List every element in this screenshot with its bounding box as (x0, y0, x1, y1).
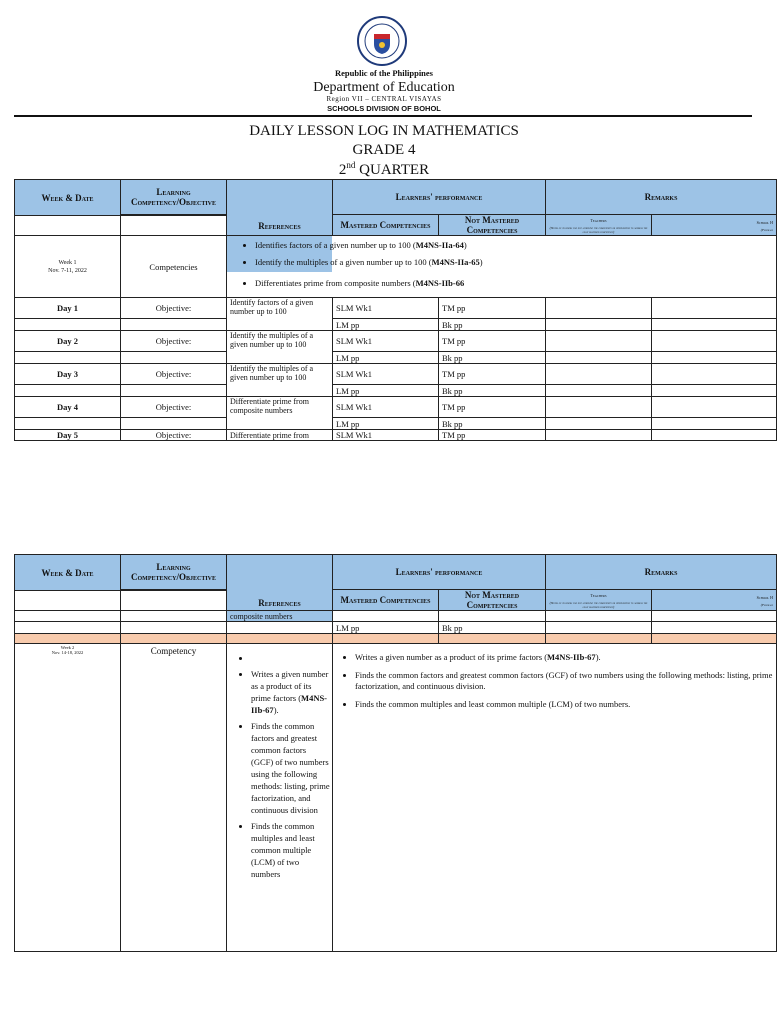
remark-head (652, 364, 777, 385)
day-label: Day 5 (15, 430, 121, 441)
remark-head (652, 352, 777, 364)
blank-cell (15, 611, 121, 622)
blank-cell (652, 622, 777, 634)
remark-head (652, 385, 777, 397)
competency-item: • Writes a given number as a product of its prime factors (M4NS-IIb-67). (251, 668, 330, 716)
performance-tm: TM pp (439, 298, 546, 319)
header-divider (14, 115, 752, 117)
reference-slm: SLM Wk1 (333, 331, 439, 352)
performance-bk: Bk pp (439, 622, 546, 634)
remark-teacher (546, 352, 652, 364)
blank-cell (546, 622, 652, 634)
header-learning-competency: Learning Competency/Objective (121, 555, 227, 590)
day-label: Day 3 (15, 364, 121, 385)
blank-cell (15, 418, 121, 430)
reference-lm: LM pp (333, 319, 439, 331)
week2-competency-label: Competency (121, 644, 227, 952)
header-remarks: Remarks (546, 180, 777, 215)
objective-text: Identify the multiples of a given number up to 100 (227, 331, 333, 364)
competency-item: • Finds the common multiples and least common multiple (LCM) of two numbers (251, 820, 330, 880)
competency-item: • Writes a given number as a product of its prime factors (M4NS-IIb-67). (355, 652, 776, 663)
division-text: SCHOOLS DIVISION OF BOHOL (327, 104, 441, 113)
blank-cell (121, 622, 227, 634)
performance-bk: Bk pp (439, 385, 546, 397)
week-separator-row (15, 634, 777, 644)
objective-text: Differentiate prime from composite numbers (227, 397, 333, 430)
objective-label: Objective: (121, 331, 227, 352)
republic-text: Republic of the Philippines (334, 68, 433, 78)
blank-cell (15, 319, 121, 331)
reference-lm: LM pp (333, 352, 439, 364)
week2-competency-narrow-list (227, 644, 333, 952)
day-label: Day 4 (15, 397, 121, 418)
remark-teacher (546, 430, 652, 441)
blank-cell (121, 216, 227, 236)
header-week-date: Week & Date (15, 180, 121, 216)
remark-teacher (546, 385, 652, 397)
objective-label: Objective: (121, 364, 227, 385)
performance-tm: TM pp (439, 364, 546, 385)
department-title: Department of Education (313, 80, 455, 95)
header-school-head: School H (Feedback (652, 590, 777, 611)
header-learners-performance: Learners' performance (333, 555, 546, 590)
header-teachers: Teachers (Notes of teachers for not achieving the competency or intervention to address the least mastered competency) (546, 590, 652, 611)
remark-head (652, 430, 777, 441)
quarter-title: 2nd QUARTER (338, 160, 430, 178)
performance-tm: TM pp (439, 397, 546, 418)
remark-teacher (546, 319, 652, 331)
reference-lm: LM pp (333, 622, 439, 634)
competency-item: • Finds the common multiples and least common multiple (LCM) of two numbers. (355, 699, 776, 710)
day-label: Day 1 (15, 298, 121, 319)
header-mastered: Mastered Competencies (333, 590, 439, 611)
objective-text: Differentiate prime from (227, 430, 333, 441)
blank-cell (439, 611, 546, 622)
remark-teacher (546, 397, 652, 418)
remark-teacher (546, 364, 652, 385)
remark-head (652, 418, 777, 430)
objective-label: Objective: (121, 430, 227, 441)
header-remarks: Remarks (546, 555, 777, 590)
day-label: Day 2 (15, 331, 121, 352)
remark-teacher (546, 298, 652, 319)
blank-cell (546, 611, 652, 622)
header-school-head: School H (Feedback (652, 215, 777, 236)
objective-continued: composite numbers (227, 611, 333, 622)
lesson-log-table-week1 (14, 179, 777, 441)
reference-slm: SLM Wk1 (333, 298, 439, 319)
reference-lm: LM pp (333, 385, 439, 397)
objective-label: Objective: (121, 298, 227, 319)
competency-item: • Finds the common factors and greatest common factors (GCF) of two numbers using the following methods: listing, prime factorization, and continuous division (251, 720, 330, 816)
performance-bk: Bk pp (439, 418, 546, 430)
header-not-mastered: Not Mastered Competencies (439, 215, 546, 236)
header-week-date: Week & Date (15, 555, 121, 591)
week1-date-cell: Week 1 Nov. 7-11, 2022 (15, 236, 121, 298)
blank-cell (15, 622, 121, 634)
reference-slm: SLM Wk1 (333, 397, 439, 418)
header-references: References (227, 555, 333, 611)
remark-teacher (546, 418, 652, 430)
header-references: References (227, 180, 333, 236)
blank-cell (15, 591, 121, 611)
performance-tm: TM pp (439, 331, 546, 352)
blank-cell (15, 352, 121, 364)
blank-cell (121, 418, 227, 430)
competency-item: • Identifies factors of a given number up to 100 (M4NS-IIa-64) (255, 240, 776, 251)
competency-item (251, 652, 330, 664)
competency-item: • Finds the common factors and greatest common factors (GCF) of two numbers using the following methods: listing, prime factorization, and continuous division. (355, 670, 776, 692)
header-teachers: Teachers (Notes of teachers for not achieving the competency or intervention to address the least mastered competency) (546, 215, 652, 236)
remark-head (652, 331, 777, 352)
objective-text: Identify factors of a given number up to 100 (227, 298, 333, 331)
header-not-mastered: Not Mastered Competencies (439, 590, 546, 611)
competency-item: • Differentiates prime from composite numbers (M4NS-IIb-66 (255, 278, 776, 289)
week2-competency-wide-list (333, 644, 777, 952)
blank-cell (121, 385, 227, 397)
remark-head (652, 298, 777, 319)
blank-cell (15, 385, 121, 397)
blank-cell (15, 216, 121, 236)
header-learners-performance: Learners' performance (333, 180, 546, 215)
grade-title: GRADE 4 (352, 142, 416, 158)
reference-lm: LM pp (333, 418, 439, 430)
header-learning-competency: Learning Competency/Objective (121, 180, 227, 215)
objective-label: Objective: (121, 397, 227, 418)
week1-competency-list (227, 236, 777, 298)
blank-cell (121, 611, 227, 622)
week1-competencies-label: Competencies (121, 236, 227, 298)
performance-bk: Bk pp (439, 319, 546, 331)
competency-item: • Identify the multiples of a given number up to 100 (M4NS-IIa-65) (255, 257, 776, 268)
reference-slm: SLM Wk1 (333, 430, 439, 441)
blank-cell (333, 611, 439, 622)
blank-cell (121, 352, 227, 364)
log-title: DAILY LESSON LOG IN MATHEMATICS (249, 123, 519, 139)
blank-cell (121, 319, 227, 331)
remark-head (652, 319, 777, 331)
remark-head (652, 397, 777, 418)
deped-seal-logo (357, 16, 407, 66)
lesson-log-table-week2 (14, 554, 777, 952)
objective-text: Identify the multiples of a given number up to 100 (227, 364, 333, 397)
region-text: Region VII – CENTRAL VISAYAS (326, 95, 442, 103)
performance-bk: Bk pp (439, 352, 546, 364)
performance-tm: TM pp (439, 430, 546, 441)
blank-cell (652, 611, 777, 622)
week2-date-cell: Week 2 Nov. 14-18, 2022 (15, 644, 121, 952)
remark-teacher (546, 331, 652, 352)
header-mastered: Mastered Competencies (333, 215, 439, 236)
reference-slm: SLM Wk1 (333, 364, 439, 385)
blank-cell (121, 591, 227, 611)
blank-cell (227, 622, 333, 634)
